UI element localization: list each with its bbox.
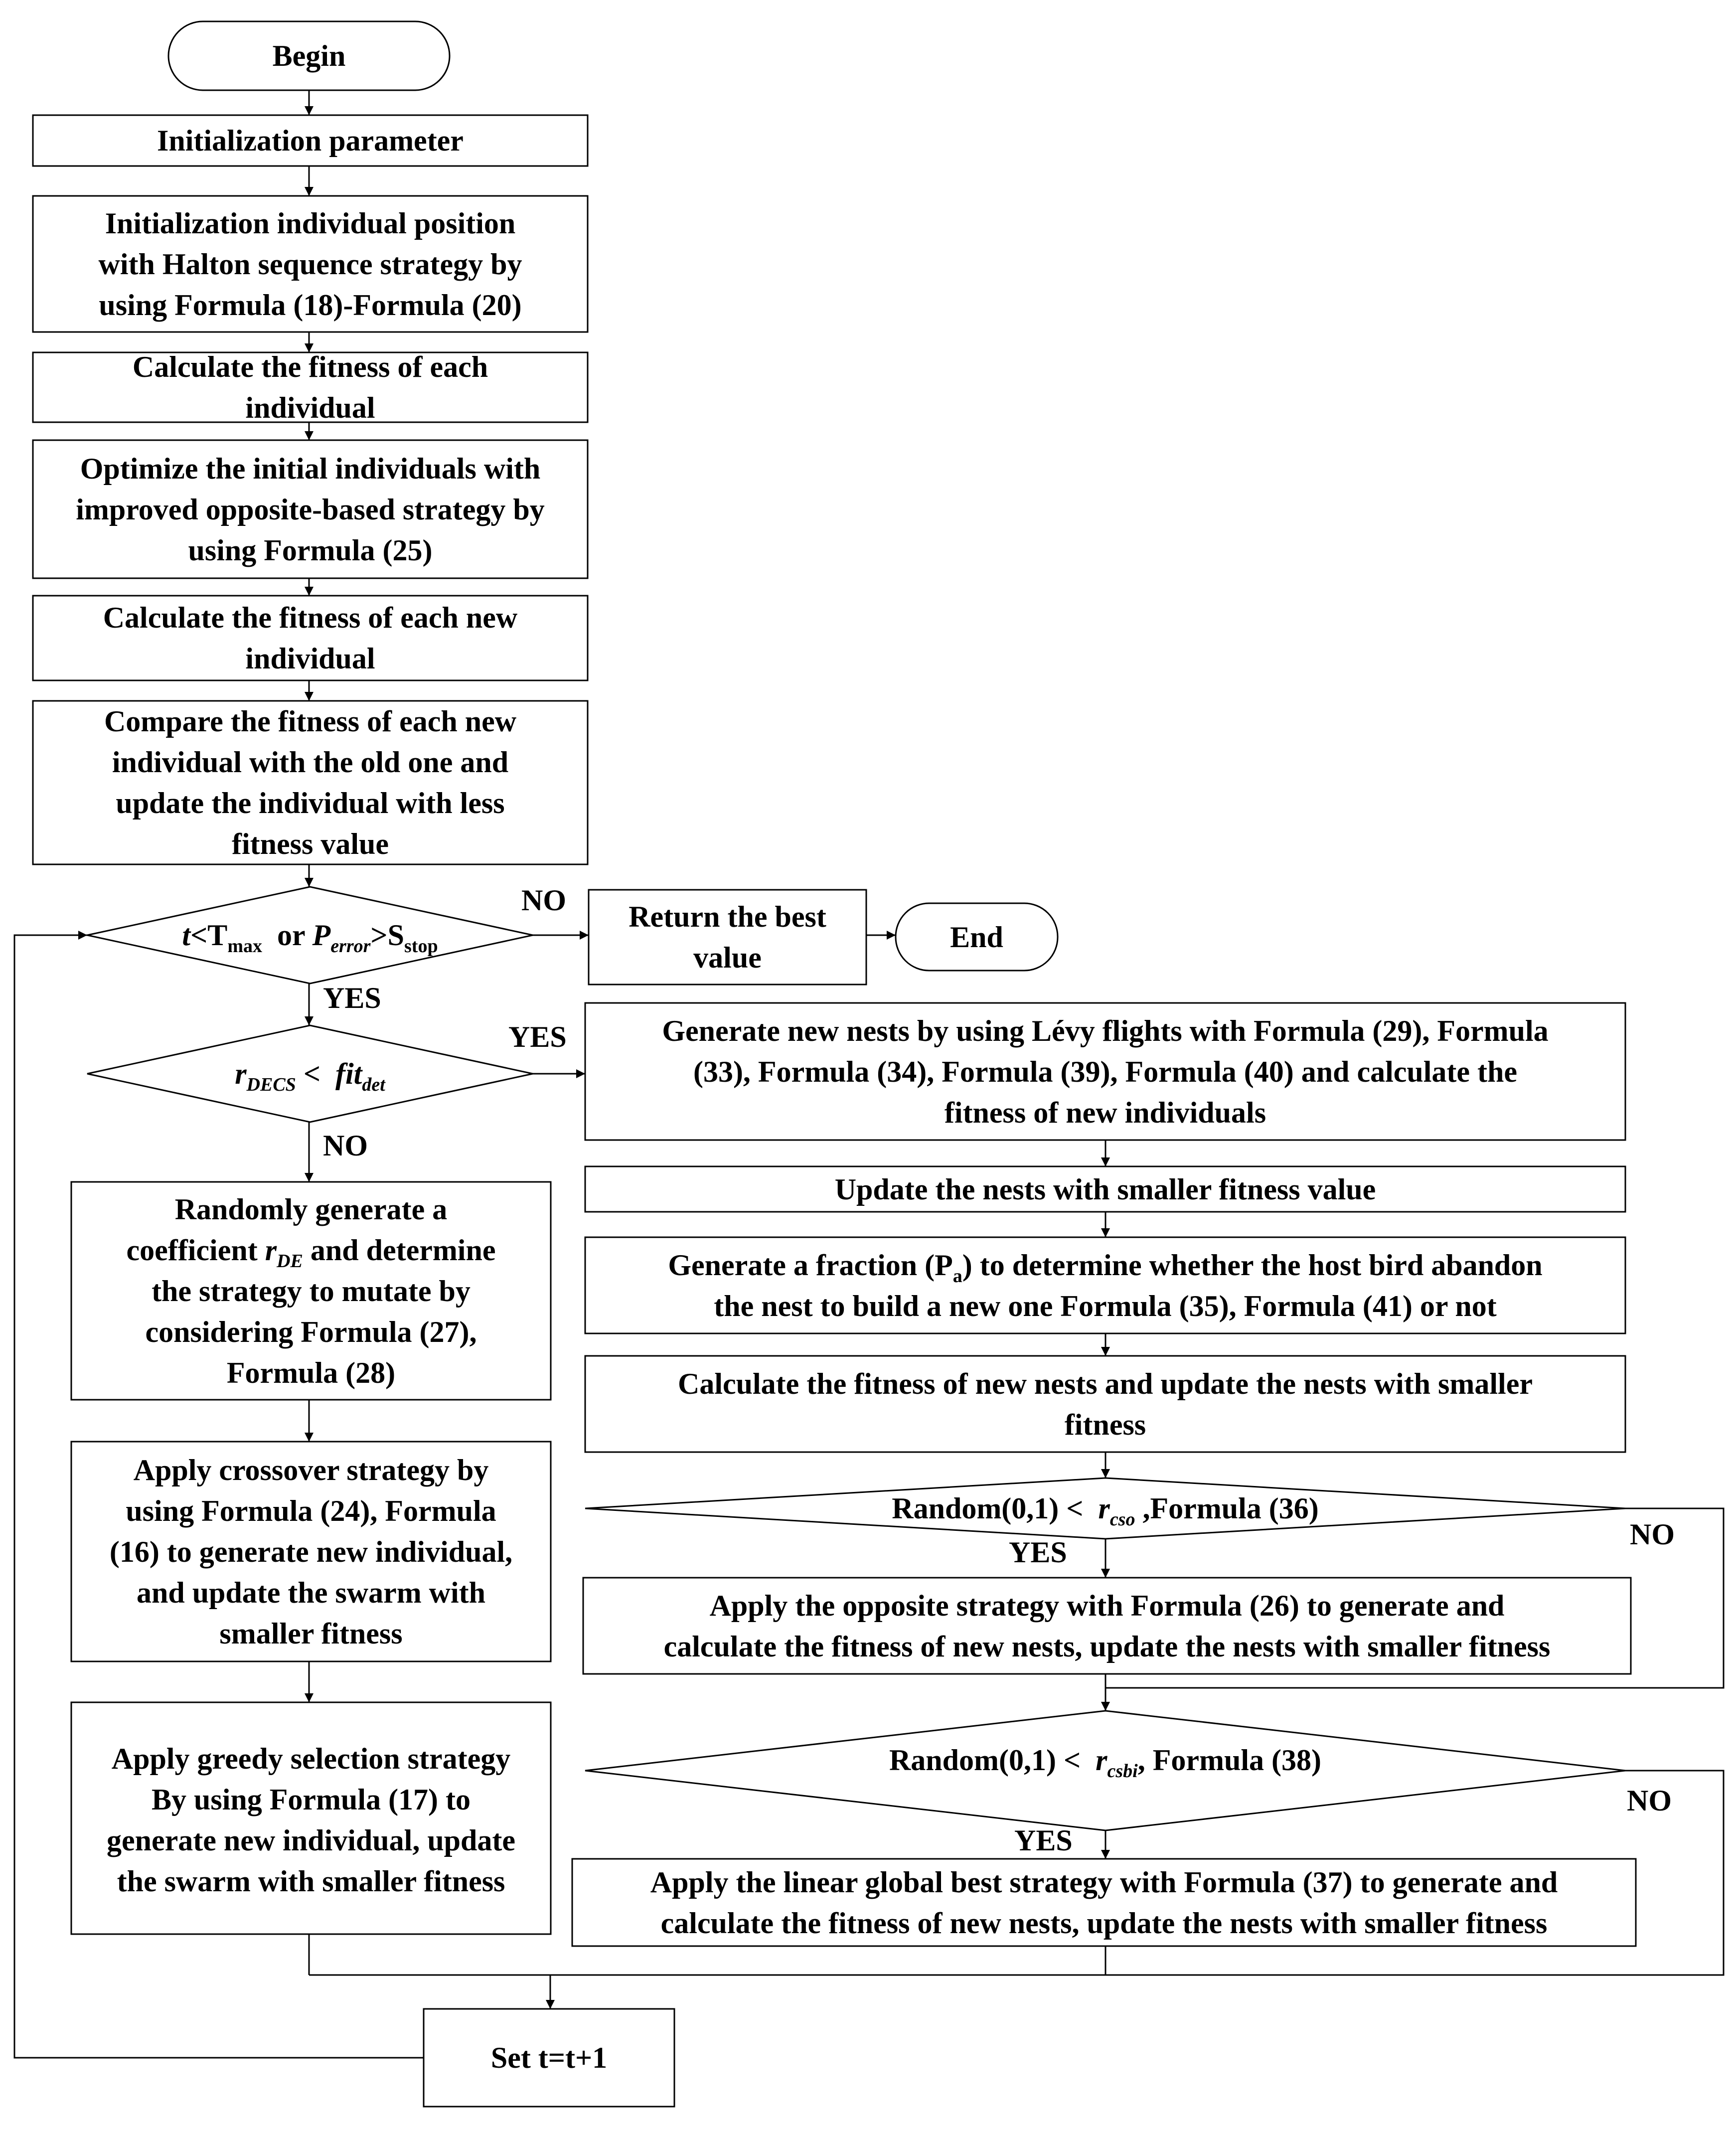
optimize-line: using Formula (25) [188, 533, 433, 567]
linear-best-node [572, 1859, 1636, 1946]
randomly-node [71, 1182, 551, 1400]
yes-label-cso: YES [1009, 1536, 1067, 1569]
linear-best-line: Apply the linear global best strategy with Formula (37) to generate and [650, 1865, 1558, 1899]
fraction-line: the nest to build a new one Formula (35), Formula (41) or not [714, 1289, 1497, 1322]
compare-line: individual with the old one and [112, 746, 509, 779]
no-label-csbi: NO [1627, 1784, 1672, 1817]
calc-new-nests-node [585, 1356, 1625, 1452]
init-param-text: Initialization parameter [157, 124, 464, 157]
opposite-node [583, 1578, 1631, 1674]
compare-line: Compare the fitness of each new [104, 705, 517, 738]
return-best-line: value [693, 941, 762, 974]
set-t-text: Set t=t+1 [490, 2041, 608, 2074]
no-label-decs: NO [323, 1129, 368, 1162]
levy-line: Generate new nests by using Lévy flights with Formula (29), Formula [662, 1014, 1549, 1047]
crossover-node [71, 1442, 551, 1661]
calc-fit-line: Calculate the fitness of each [132, 350, 488, 383]
calc-new-nests-line: Calculate the fitness of new nests and update the nests with smaller [678, 1367, 1533, 1400]
calc-fit-new-node [33, 596, 588, 680]
begin-node [168, 21, 450, 90]
optimize-line: Optimize the initial individuals with [80, 452, 541, 485]
levy-line: fitness of new individuals [944, 1096, 1266, 1129]
init-pos-line: Initialization individual position [105, 206, 516, 240]
levy-line: (33), Formula (34), Formula (39), Formula (40) and calculate the [693, 1055, 1518, 1088]
init-pos-node [33, 196, 588, 332]
crossover-line: Apply crossover strategy by [133, 1453, 489, 1486]
begin-text: Begin [272, 39, 346, 72]
csbi-condition-text: Random(0,1) < $r_{csbi}$, Formula (38) [889, 1744, 1322, 1782]
decs-condition-text: $r_{DECS} < fit_{det}$ [235, 1057, 385, 1095]
crossover-line: smaller fitness [219, 1617, 403, 1650]
init-param-node [33, 115, 588, 166]
cso-condition-text: Random(0,1) < $r_{cso}$ ,Formula (36) [892, 1492, 1319, 1530]
end-text: End [950, 920, 1003, 954]
calc-new-nests-line: fitness [1064, 1408, 1146, 1441]
greedy-line: By using Formula (17) to [151, 1783, 471, 1816]
return-best-line: Return the best [629, 900, 826, 933]
fraction-node [585, 1237, 1625, 1333]
opposite-line: calculate the fitness of new nests, update the nests with smaller fitness [663, 1630, 1551, 1663]
greedy-node [71, 1702, 551, 1934]
main-condition-node [87, 912, 533, 958]
randomly-line: coefficient $r_{DE}$ and determine [126, 1233, 496, 1272]
no-label-cso: NO [1630, 1518, 1675, 1551]
compare-line: fitness value [232, 827, 389, 860]
crossover-line: using Formula (24), Formula [126, 1494, 496, 1527]
greedy-line: the swarm with smaller fitness [117, 1865, 505, 1898]
randomly-line: Randomly generate a [174, 1192, 448, 1226]
randomly-line: considering Formula (27), [145, 1315, 477, 1348]
calc-fit-node [33, 352, 588, 422]
init-pos-line: with Halton sequence strategy by [98, 247, 522, 281]
optimize-node [33, 440, 588, 578]
randomly-line: the strategy to mutate by [152, 1274, 471, 1308]
calc-fit-line: individual [245, 391, 375, 424]
calc-fit-new-line: individual [245, 642, 375, 675]
compare-node [33, 701, 588, 864]
crossover-line: (16) to generate new individual, [109, 1535, 513, 1568]
return-best-node [589, 890, 866, 985]
crossover-line: and update the swarm with [136, 1576, 486, 1609]
opposite-line: Apply the opposite strategy with Formula (26) to generate and [709, 1589, 1505, 1622]
csbi-condition-node [585, 1740, 1625, 1781]
update-nests-node [585, 1166, 1625, 1212]
calc-fit-new-line: Calculate the fitness of each new [103, 601, 518, 634]
linear-best-line: calculate the fitness of new nests, update the nests with smaller fitness [660, 1906, 1548, 1940]
decs-condition-node [87, 1051, 533, 1097]
compare-line: update the individual with less [116, 787, 505, 820]
cso-condition-node [585, 1488, 1625, 1529]
greedy-line: generate new individual, update [106, 1824, 516, 1857]
set-t-node [424, 2009, 674, 2107]
fraction-line: Generate a fraction $(P_a)$ to determine whether the host bird abandon [668, 1248, 1543, 1287]
yes-label-decs: YES [508, 1020, 567, 1053]
yes-label-main: YES [323, 982, 381, 1014]
end-node [896, 903, 1058, 971]
randomly-line: Formula (28) [226, 1356, 396, 1389]
yes-label-csbi: YES [1014, 1824, 1073, 1857]
no-label-main: NO [521, 884, 566, 917]
init-pos-line: using Formula (18)-Formula (20) [99, 288, 522, 322]
levy-node [585, 1003, 1625, 1140]
greedy-line: Apply greedy selection strategy [111, 1742, 511, 1775]
optimize-line: improved opposite-based strategy by [76, 493, 545, 526]
main-condition-text: $t<T_{max}$ or $P_{error}>S_{stop}$ [182, 919, 438, 957]
update-nests-text: Update the nests with smaller fitness value [834, 1172, 1376, 1206]
